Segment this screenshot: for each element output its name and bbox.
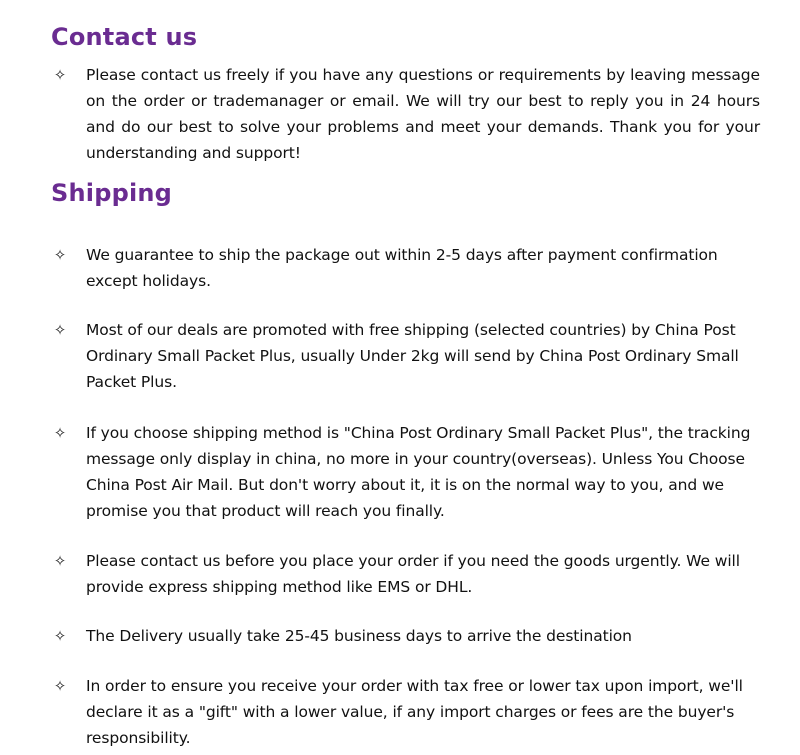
- star-bullet-icon: ✧: [53, 627, 67, 645]
- contact-paragraph: [48, 62, 760, 166]
- star-bullet-icon: ✧: [53, 246, 67, 264]
- shipping-item: [48, 623, 760, 649]
- star-bullet-icon: ✧: [53, 552, 67, 570]
- shipping-item: [48, 242, 760, 294]
- shipping-item-text: Most of our deals are promoted with free shipping (selected countries) by China Post Ordinary Small Packet Plus, usually Under 2kg will send by China Post Ordinary Small Packet Plus.: [86, 321, 739, 391]
- shipping-item: [48, 548, 760, 600]
- shipping-item-text: In order to ensure you receive your order with tax free or lower tax upon import, we'll declare it as a "gift" with a lower value, if any import charges or fees are the buyer's responsibility.: [86, 677, 743, 747]
- shipping-item: [48, 673, 760, 751]
- star-bullet-icon: ✧: [53, 66, 67, 84]
- shipping-item-text: We guarantee to ship the package out within 2-5 days after payment confirmation except holidays.: [86, 246, 718, 290]
- shipping-item-text: If you choose shipping method is "China Post Ordinary Small Packet Plus", the tracking message only display in china, no more in your country(overseas). Unless You Choose China Post Air Mail. But don't worry about it, it is on the normal way to you, and we promise you that product will reach you finally.: [86, 424, 751, 520]
- shipping-item-text: The Delivery usually take 25-45 business days to arrive the destination: [86, 627, 632, 645]
- star-bullet-icon: ✧: [53, 424, 67, 442]
- shipping-item: [48, 317, 760, 395]
- shipping-item: [48, 420, 760, 524]
- shipping-heading: Shipping: [51, 179, 173, 207]
- shipping-item-text: Please contact us before you place your order if you need the goods urgently. We will provide express shipping method like EMS or DHL.: [86, 552, 740, 596]
- star-bullet-icon: ✧: [53, 677, 67, 695]
- star-bullet-icon: ✧: [53, 321, 67, 339]
- contact-us-heading: Contact us: [51, 23, 198, 51]
- contact-text: Please contact us freely if you have any questions or requirements by leaving message on the order or trademanager or email. We will try our best to reply you in 24 hours and do our best to solve your problems and meet your demands. Thank you for your understanding and support!: [86, 66, 760, 162]
